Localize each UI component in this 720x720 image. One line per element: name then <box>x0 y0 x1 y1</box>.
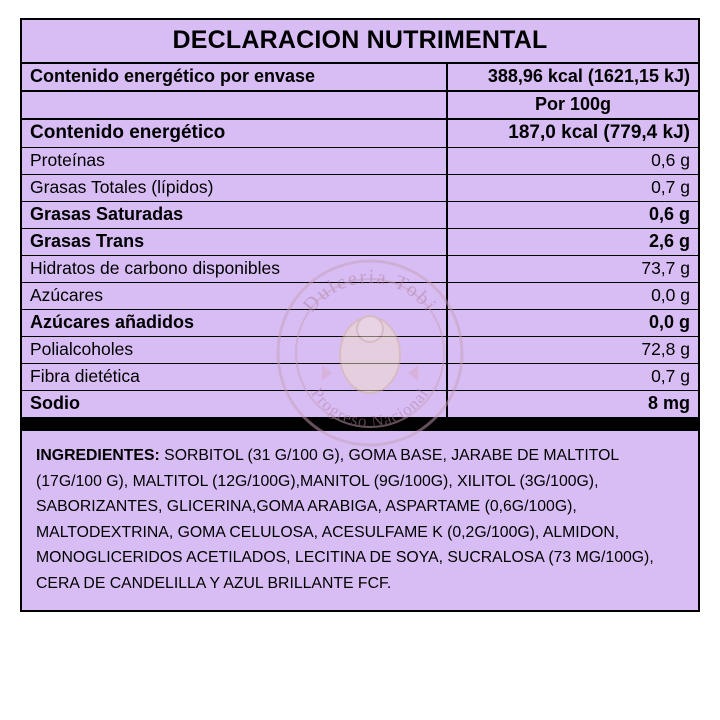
nutrient-value: 0,0 g <box>447 283 698 310</box>
table-row <box>22 175 698 202</box>
table-row <box>22 310 698 337</box>
nutrition-panel <box>20 18 700 612</box>
energy-per-package-value: 388,96 kcal (1621,15 kJ) <box>447 63 698 91</box>
ingredients-section <box>22 431 698 610</box>
nutrient-value: 72,8 g <box>447 337 698 364</box>
nutrient-value: 8 mg <box>647 393 690 413</box>
table-row <box>22 283 698 310</box>
ingredients-text: SORBITOL (31 G/100 G), GOMA BASE, JARABE DE MALTITOL (17G/100 G), MALTITOL (12G/100G),MANITOL (9G/100G), XILITOL (3G/100G), SABORIZANTES, GLICERINA,GOMA ARABIGA, ASPARTAME (0,6G/100G), MALTODEXTRINA, GOMA CELULOSA, ACESULFAME K (0,2G/100G), ALMIDON, MONOGLICERIDOS ACETILADOS, LECITINA DE SOYA, SUCRALOSA (73 MG/100G), CERA DE CANDELILLA Y AZUL BRILLANTE FCF. <box>36 447 654 592</box>
nutrient-label: Proteínas <box>22 148 447 175</box>
nutrient-value: 0,6 g <box>447 202 698 229</box>
nutrient-label: Sodio <box>22 391 447 418</box>
page-title: DECLARACION NUTRIMENTAL <box>22 20 698 62</box>
table-row-energy-per-package <box>22 63 698 91</box>
nutrient-label: Hidratos de carbono disponibles <box>22 256 447 283</box>
nutrient-label: Polialcoholes <box>22 337 447 364</box>
nutrient-value: 2,6 g <box>447 229 698 256</box>
table-row <box>22 229 698 256</box>
nutrient-label: Grasas Trans <box>22 229 447 256</box>
per-100g-empty-cell <box>22 91 447 119</box>
nutrient-value: 187,0 kcal (779,4 kJ) <box>447 119 698 148</box>
table-row <box>22 364 698 391</box>
nutrient-value: 0,6 g <box>447 148 698 175</box>
section-divider <box>22 417 698 431</box>
nutrient-value: 73,7 g <box>447 256 698 283</box>
table-row <box>22 202 698 229</box>
nutrient-label: Contenido energético <box>22 119 447 148</box>
table-row-per-100g-header <box>22 91 698 119</box>
table-row <box>22 391 698 418</box>
table-row <box>22 337 698 364</box>
svg-text:Dulceria Tobi: Dulceria Tobi <box>298 265 442 317</box>
ingredients-heading: INGREDIENTES: <box>36 447 160 464</box>
per-100g-header: Por 100g <box>447 91 698 119</box>
nutrient-value: 0,7 g <box>447 364 698 391</box>
table-row <box>22 119 698 148</box>
nutrient-label: Grasas Saturadas <box>22 202 447 229</box>
energy-per-package-label: Contenido energético por envase <box>22 63 447 91</box>
nutrient-label: Azúcares añadidos <box>22 310 447 337</box>
nutrition-table <box>22 62 698 417</box>
nutrient-value: 0,7 g <box>447 175 698 202</box>
nutrient-label: Fibra dietética <box>22 364 447 391</box>
nutrition-table-body <box>22 63 698 417</box>
svg-text:Progreso Nacional: Progreso Nacional <box>307 384 433 432</box>
nutrient-label: Azúcares <box>22 283 447 310</box>
nutrient-value: 0,0 g <box>447 310 698 337</box>
table-row <box>22 256 698 283</box>
table-row <box>22 148 698 175</box>
nutrient-label: Grasas Totales (lípidos) <box>22 175 447 202</box>
